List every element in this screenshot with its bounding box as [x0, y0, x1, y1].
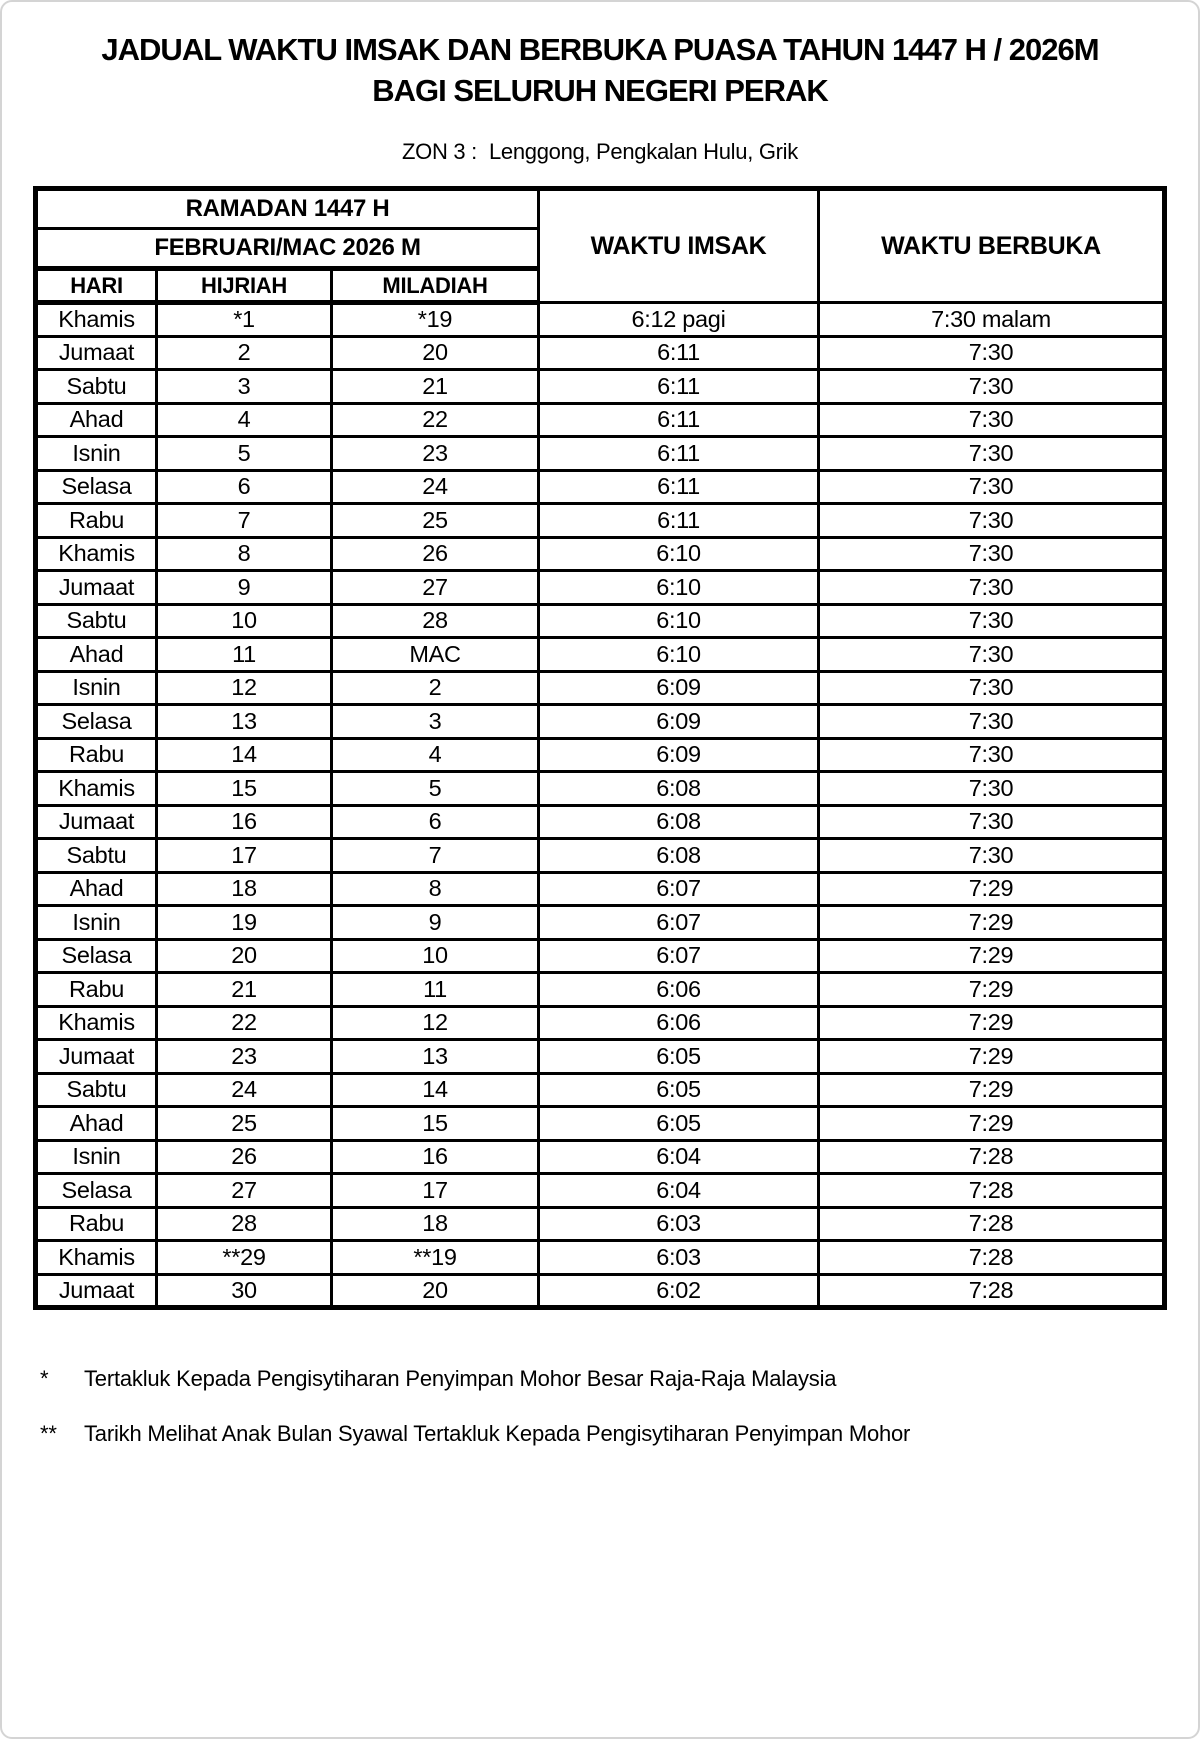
cell-hijriah: 10: [157, 604, 332, 638]
cell-berbuka: 7:30: [819, 504, 1165, 538]
footnote-1-text: Tertakluk Kepada Pengisytiharan Penyimpan Mohor Besar Raja-Raja Malaysia: [84, 1366, 837, 1391]
header-gregorian: FEBRUARI/MAC 2026 M: [36, 229, 539, 269]
cell-miladiah: *19: [332, 303, 539, 337]
table-row: [36, 1040, 1165, 1074]
cell-day: Isnin: [36, 1140, 157, 1174]
table-row: [36, 1207, 1165, 1241]
cell-berbuka: 7:30 malam: [819, 303, 1165, 337]
cell-imsak: 6:07: [539, 872, 819, 906]
table-row: [36, 470, 1165, 504]
cell-miladiah: 10: [332, 939, 539, 973]
footnote-2-text: Tarikh Melihat Anak Bulan Syawal Tertakluk Kepada Pengisytiharan Penyimpan Mohor: [84, 1421, 911, 1446]
cell-miladiah: 20: [332, 1274, 539, 1308]
cell-berbuka: 7:30: [819, 370, 1165, 404]
title-line-2: BAGI SELURUH NEGERI PERAK: [372, 73, 828, 108]
cell-hijriah: 23: [157, 1040, 332, 1074]
cell-day: Ahad: [36, 1107, 157, 1141]
header-waktu-imsak: WAKTU IMSAK: [539, 189, 819, 303]
cell-day: Jumaat: [36, 1274, 157, 1308]
cell-imsak: 6:06: [539, 973, 819, 1007]
cell-day: Sabtu: [36, 604, 157, 638]
cell-hijriah: 22: [157, 1006, 332, 1040]
cell-imsak: 6:06: [539, 1006, 819, 1040]
header-miladiah: MILADIAH: [332, 269, 539, 303]
cell-day: Ahad: [36, 872, 157, 906]
cell-hijriah: 17: [157, 839, 332, 873]
table-row: [36, 504, 1165, 538]
table-row: [36, 370, 1165, 404]
cell-berbuka: 7:29: [819, 872, 1165, 906]
table-row: [36, 403, 1165, 437]
cell-day: Khamis: [36, 537, 157, 571]
cell-berbuka: 7:30: [819, 470, 1165, 504]
cell-imsak: 6:11: [539, 437, 819, 471]
table-body: [36, 303, 1165, 1308]
cell-day: Jumaat: [36, 1040, 157, 1074]
cell-hijriah: 7: [157, 504, 332, 538]
cell-day: Khamis: [36, 1241, 157, 1275]
cell-hijriah: 5: [157, 437, 332, 471]
cell-berbuka: 7:30: [819, 638, 1165, 672]
cell-day: Selasa: [36, 939, 157, 973]
cell-imsak: 6:05: [539, 1073, 819, 1107]
cell-hijriah: 13: [157, 705, 332, 739]
cell-hijriah: 9: [157, 571, 332, 605]
cell-hijriah: *1: [157, 303, 332, 337]
table-row: [36, 939, 1165, 973]
footnotes: [40, 1366, 1198, 1447]
cell-imsak: 6:03: [539, 1207, 819, 1241]
table-row: [36, 772, 1165, 806]
table-row: [36, 973, 1165, 1007]
cell-imsak: 6:04: [539, 1174, 819, 1208]
cell-miladiah: 2: [332, 671, 539, 705]
table-row: [36, 805, 1165, 839]
cell-berbuka: 7:30: [819, 571, 1165, 605]
header-waktu-berbuka: WAKTU BERBUKA: [819, 189, 1165, 303]
cell-berbuka: 7:28: [819, 1174, 1165, 1208]
cell-berbuka: 7:30: [819, 437, 1165, 471]
cell-hijriah: 3: [157, 370, 332, 404]
table-row: [36, 571, 1165, 605]
table-header: [36, 189, 1165, 303]
table-row: [36, 705, 1165, 739]
cell-berbuka: 7:30: [819, 604, 1165, 638]
cell-day: Jumaat: [36, 805, 157, 839]
cell-day: Rabu: [36, 504, 157, 538]
cell-miladiah: 17: [332, 1174, 539, 1208]
cell-miladiah: 4: [332, 738, 539, 772]
footnote-1-marker: *: [40, 1366, 49, 1391]
cell-day: Jumaat: [36, 336, 157, 370]
cell-miladiah: 11: [332, 973, 539, 1007]
cell-berbuka: 7:30: [819, 805, 1165, 839]
cell-berbuka: 7:29: [819, 1040, 1165, 1074]
cell-imsak: 6:08: [539, 839, 819, 873]
cell-hijriah: 11: [157, 638, 332, 672]
cell-miladiah: 16: [332, 1140, 539, 1174]
cell-berbuka: 7:29: [819, 1073, 1165, 1107]
cell-hijriah: 24: [157, 1073, 332, 1107]
table-row: [36, 1107, 1165, 1141]
cell-miladiah: 14: [332, 1073, 539, 1107]
cell-imsak: 6:05: [539, 1107, 819, 1141]
table-row: [36, 906, 1165, 940]
cell-imsak: 6:07: [539, 939, 819, 973]
table-row: [36, 738, 1165, 772]
cell-miladiah: 26: [332, 537, 539, 571]
cell-day: Selasa: [36, 1174, 157, 1208]
cell-day: Rabu: [36, 1207, 157, 1241]
document-title: [2, 2, 1198, 111]
cell-berbuka: 7:28: [819, 1207, 1165, 1241]
cell-imsak: 6:09: [539, 671, 819, 705]
cell-hijriah: 18: [157, 872, 332, 906]
table-row: [36, 638, 1165, 672]
cell-day: Jumaat: [36, 571, 157, 605]
table-row: [36, 839, 1165, 873]
cell-day: Isnin: [36, 671, 157, 705]
cell-hijriah: 28: [157, 1207, 332, 1241]
cell-imsak: 6:10: [539, 571, 819, 605]
zone-subtitle: [2, 139, 1198, 165]
cell-hijriah: 4: [157, 403, 332, 437]
cell-imsak: 6:11: [539, 504, 819, 538]
table-row: [36, 537, 1165, 571]
table-row: [36, 1006, 1165, 1040]
table-row: [36, 1174, 1165, 1208]
cell-berbuka: 7:30: [819, 537, 1165, 571]
cell-berbuka: 7:29: [819, 973, 1165, 1007]
cell-hijriah: 25: [157, 1107, 332, 1141]
cell-berbuka: 7:30: [819, 336, 1165, 370]
cell-hijriah: 2: [157, 336, 332, 370]
cell-day: Khamis: [36, 772, 157, 806]
cell-imsak: 6:12 pagi: [539, 303, 819, 337]
cell-hijriah: 19: [157, 906, 332, 940]
cell-imsak: 6:11: [539, 403, 819, 437]
cell-imsak: 6:02: [539, 1274, 819, 1308]
cell-miladiah: 24: [332, 470, 539, 504]
cell-imsak: 6:04: [539, 1140, 819, 1174]
cell-hijriah: 27: [157, 1174, 332, 1208]
cell-miladiah: 22: [332, 403, 539, 437]
cell-miladiah: 13: [332, 1040, 539, 1074]
prayer-times-table: [33, 186, 1167, 1310]
zone-areas: Lenggong, Pengkalan Hulu, Grik: [488, 139, 798, 164]
cell-day: Rabu: [36, 738, 157, 772]
cell-hijriah: 16: [157, 805, 332, 839]
cell-berbuka: 7:29: [819, 906, 1165, 940]
cell-berbuka: 7:29: [819, 1107, 1165, 1141]
cell-miladiah: 6: [332, 805, 539, 839]
cell-miladiah: MAC: [332, 638, 539, 672]
footnote-2: [40, 1421, 1198, 1447]
cell-imsak: 6:10: [539, 638, 819, 672]
cell-day: Sabtu: [36, 839, 157, 873]
header-ramadan: RAMADAN 1447 H: [36, 189, 539, 229]
cell-hijriah: 8: [157, 537, 332, 571]
header-hijriah: HIJRIAH: [157, 269, 332, 303]
table-row: [36, 336, 1165, 370]
cell-miladiah: **19: [332, 1241, 539, 1275]
cell-imsak: 6:03: [539, 1241, 819, 1275]
cell-imsak: 6:11: [539, 370, 819, 404]
cell-day: Khamis: [36, 1006, 157, 1040]
cell-berbuka: 7:28: [819, 1274, 1165, 1308]
table-row: [36, 872, 1165, 906]
cell-day: Isnin: [36, 437, 157, 471]
cell-day: Selasa: [36, 705, 157, 739]
footnote-2-marker: **: [40, 1421, 57, 1446]
cell-imsak: 6:07: [539, 906, 819, 940]
footnote-1: [40, 1366, 1198, 1392]
cell-hijriah: 20: [157, 939, 332, 973]
cell-imsak: 6:11: [539, 470, 819, 504]
cell-day: Khamis: [36, 303, 157, 337]
cell-miladiah: 23: [332, 437, 539, 471]
cell-miladiah: 20: [332, 336, 539, 370]
cell-miladiah: 28: [332, 604, 539, 638]
cell-berbuka: 7:30: [819, 671, 1165, 705]
cell-miladiah: 12: [332, 1006, 539, 1040]
cell-berbuka: 7:29: [819, 939, 1165, 973]
cell-miladiah: 8: [332, 872, 539, 906]
cell-miladiah: 25: [332, 504, 539, 538]
cell-miladiah: 9: [332, 906, 539, 940]
cell-imsak: 6:10: [539, 537, 819, 571]
cell-imsak: 6:08: [539, 805, 819, 839]
cell-hijriah: 12: [157, 671, 332, 705]
cell-imsak: 6:11: [539, 336, 819, 370]
header-row-month-hijri: [36, 189, 1165, 229]
table-row: [36, 1140, 1165, 1174]
cell-imsak: 6:09: [539, 705, 819, 739]
cell-berbuka: 7:28: [819, 1241, 1165, 1275]
cell-hijriah: **29: [157, 1241, 332, 1275]
table-row: [36, 671, 1165, 705]
cell-berbuka: 7:29: [819, 1006, 1165, 1040]
cell-miladiah: 5: [332, 772, 539, 806]
cell-imsak: 6:10: [539, 604, 819, 638]
cell-hijriah: 6: [157, 470, 332, 504]
cell-imsak: 6:09: [539, 738, 819, 772]
table-row: [36, 437, 1165, 471]
zone-label: ZON 3 :: [402, 139, 477, 164]
cell-hijriah: 21: [157, 973, 332, 1007]
cell-miladiah: 27: [332, 571, 539, 605]
cell-miladiah: 7: [332, 839, 539, 873]
cell-day: Ahad: [36, 638, 157, 672]
cell-hijriah: 30: [157, 1274, 332, 1308]
table-row: [36, 604, 1165, 638]
cell-berbuka: 7:30: [819, 738, 1165, 772]
table-row: [36, 303, 1165, 337]
cell-day: Ahad: [36, 403, 157, 437]
cell-miladiah: 15: [332, 1107, 539, 1141]
title-line-1: JADUAL WAKTU IMSAK DAN BERBUKA PUASA TAHUN 1447 H / 2026M: [101, 32, 1099, 67]
cell-imsak: 6:05: [539, 1040, 819, 1074]
cell-day: Rabu: [36, 973, 157, 1007]
cell-hijriah: 14: [157, 738, 332, 772]
cell-hijriah: 15: [157, 772, 332, 806]
cell-day: Selasa: [36, 470, 157, 504]
cell-berbuka: 7:30: [819, 772, 1165, 806]
table-row: [36, 1274, 1165, 1308]
header-hari: HARI: [36, 269, 157, 303]
cell-day: Sabtu: [36, 370, 157, 404]
cell-berbuka: 7:28: [819, 1140, 1165, 1174]
table-row: [36, 1241, 1165, 1275]
cell-day: Sabtu: [36, 1073, 157, 1107]
cell-miladiah: 3: [332, 705, 539, 739]
cell-imsak: 6:08: [539, 772, 819, 806]
cell-miladiah: 21: [332, 370, 539, 404]
cell-hijriah: 26: [157, 1140, 332, 1174]
cell-day: Isnin: [36, 906, 157, 940]
cell-berbuka: 7:30: [819, 705, 1165, 739]
table-row: [36, 1073, 1165, 1107]
cell-miladiah: 18: [332, 1207, 539, 1241]
cell-berbuka: 7:30: [819, 403, 1165, 437]
cell-berbuka: 7:30: [819, 839, 1165, 873]
